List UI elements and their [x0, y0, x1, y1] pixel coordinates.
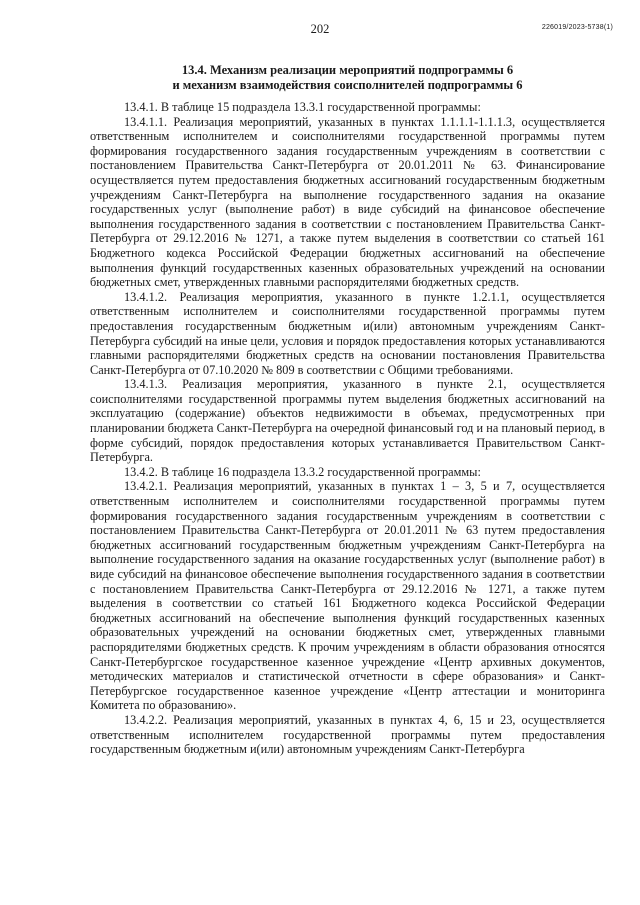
document-id: 226019/2023-5738(1)	[541, 24, 613, 31]
section-heading-line-1: 13.4. Механизм реализации мероприятий подпрограммы 6	[181, 63, 514, 77]
document-body	[90, 100, 605, 757]
page-number: 202	[310, 22, 330, 36]
paragraph-13-4-2: 13.4.2. В таблице 16 подраздела 13.3.2 государственной программы:	[124, 464, 481, 479]
paragraph-13-4-1-3: 13.4.1.3. Реализация мероприятия, указанного в пункте 2.1, осуществляется соисполнителями государственной программы путем выделения бюджетных ассигнований на эксплуатацию (содержание) объектов недвижимости в объемах, предусмотренных при планировании бюджета Санкт-Петербурга на очередной финансовый год и на плановый период, в форме субсидий, порядок предоставления которых устанавливается Правительством Санкт-Петербурга.	[90, 377, 605, 465]
section-heading	[90, 63, 605, 93]
paragraph-13-4-2-2: 13.4.2.2. Реализация мероприятий, указанных в пунктах 4, 6, 15 и 23, осуществляется ответственным исполнителем государственной программы путем предоставления государственным бюджетным и(или) автономным учреждениям Санкт-Петербурга	[90, 712, 605, 757]
paragraph-13-4-2-1: 13.4.2.1. Реализация мероприятий, указанных в пунктах 1 – 3, 5 и 7, осуществляется ответственным исполнителем и соисполнителями государственной программы путем формирования государственного задания государственным учреждениям в соответствии с постановлением Правительства Санкт-Петербурга от 20.01.2011 № 63 путем предоставления бюджетных ассигнований государственным бюджетным учреждениям Санкт-Петербурга на выполнение государственного задания на оказание государственных услуг (выполнение работ) в виде субсидий на финансовое обеспечение выполнения государственного задания в соответствии с постановлением Правительства Санкт-Петербурга от 29.12.2016 № 1271, а также путем выделения в соответствии со статьей 161 Бюджетного кодекса Российской Федерации бюджетных ассигнований на обеспечение выполнения функций государственных казенных образовательных учреждений на основании бюджетных смет, утвержденных главными распорядителями бюджетных средств. К прочим учреждениям в области образования относятся Санкт-Петербургское государственное казенное учреждение «Центр архивных документов, методических материалов и статистической отчетности в сфере образования» и Санкт-Петербургское государственное казенное учреждение «Центр аттестации и мониторинга Комитета по образованию».	[90, 479, 605, 713]
paragraph-13-4-1-2: 13.4.1.2. Реализация мероприятия, указанного в пункте 1.2.1.1, осуществляется ответственным исполнителем и соисполнителями государственной программы путем предоставления государственным бюджетным и(или) автономным учреждениям Санкт-Петербурга субсидий на иные цели, условия и порядок предоставления которых устанавливаются главными распорядителями бюджетных средств на основании постановления Правительства Санкт-Петербурга от 07.10.2020 № 809 в соответствии с Общими требованиями.	[90, 289, 605, 377]
paragraph-13-4-1: 13.4.1. В таблице 15 подраздела 13.3.1 государственной программы:	[124, 100, 481, 114]
paragraph-13-4-1-1: 13.4.1.1. Реализация мероприятий, указанных в пунктах 1.1.1.1-1.1.1.3, осуществляется ответственным исполнителем и соисполнителями государственной программы путем формирования государственного задания государственным учреждениям в соответствии с постановлением Правительства Санкт-Петербурга от 20.01.2011 № 63. Финансирование осуществляется путем предоставления бюджетных ассигнований государственным бюджетным учреждениям Санкт-Петербурга на выполнение государственного задания на оказание государственных услуг (выполнение работ) в виде субсидий на финансовое обеспечение выполнения государственного задания в соответствии с постановлением Правительства Санкт-Петербурга от 29.12.2016 № 1271, а также путем выделения в соответствии со статьей 161 Бюджетного кодекса Российской Федерации бюджетных ассигнований на обеспечение выполнения функций государственных казенных образовательных учреждений на основании бюджетных смет, утвержденных главными распорядителями бюджетных средств.	[90, 114, 605, 290]
section-heading-line-2: и механизм взаимодействия соисполнителей подпрограммы 6	[172, 78, 523, 92]
